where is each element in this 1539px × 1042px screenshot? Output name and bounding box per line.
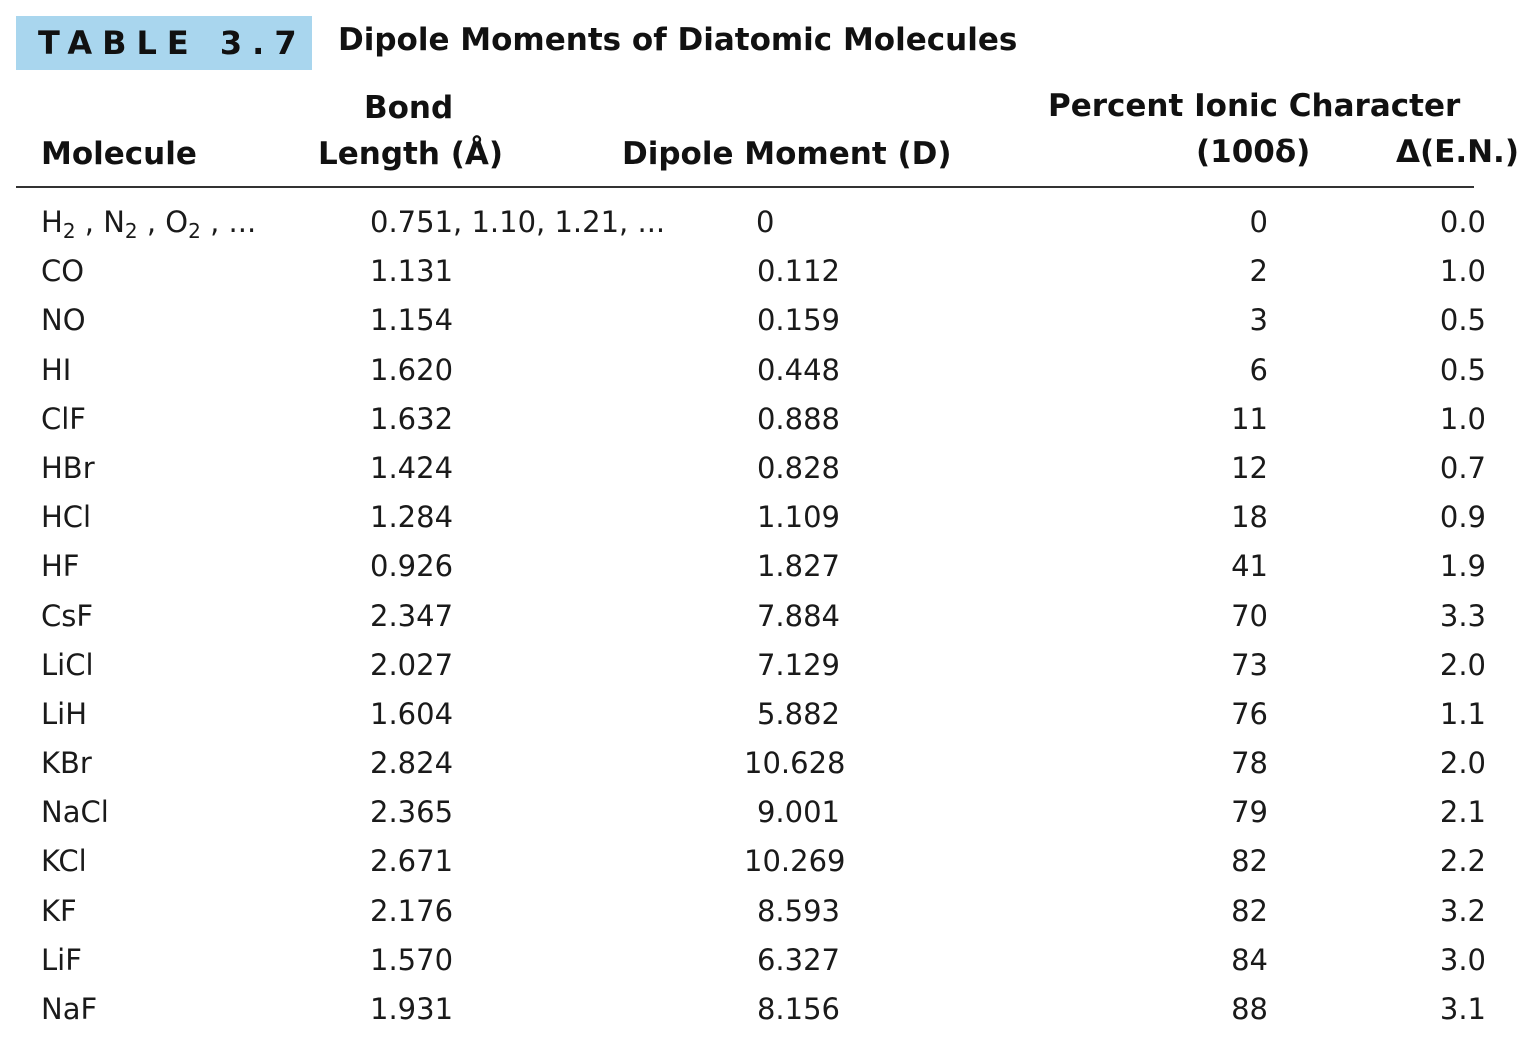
percent-ionic-cell: 70 (1231, 598, 1268, 633)
bond-length-cell: 1.632 (370, 401, 454, 436)
en-difference-cell: 3.2 (1439, 893, 1486, 928)
dipole-cell: 8.156 (756, 992, 840, 1026)
table-row (0, 936, 1539, 985)
header-en: Δ(E.N.) (1396, 134, 1520, 170)
molecule-cell: $H_2$ , $N_2$ , $O_2$ , ... (41, 205, 257, 243)
percent-ionic-cell: 84 (1231, 942, 1268, 977)
molecule-cell: LiH (41, 696, 88, 731)
en-difference-cell: 0.5 (1439, 303, 1486, 338)
dipole-cell: 5.882 (756, 696, 840, 731)
percent-ionic-cell: 0 (1249, 205, 1268, 239)
table-number: TABLE 3.7 (38, 24, 307, 62)
table-row (0, 542, 1539, 591)
bond-length-cell: 2.671 (370, 844, 454, 879)
table-row (0, 296, 1539, 345)
molecule-cell: HI (41, 352, 72, 387)
bond-length-cell: 1.154 (370, 303, 454, 338)
molecule-cell: LiCl (41, 647, 94, 682)
dipole-cell: 0.448 (756, 352, 840, 387)
en-difference-cell: 3.3 (1439, 598, 1486, 633)
en-difference-cell: 3.1 (1439, 992, 1486, 1026)
en-difference-cell: 2.0 (1439, 746, 1486, 781)
en-difference-cell: 1.9 (1439, 549, 1486, 584)
bond-length-cell: 1.284 (370, 500, 454, 535)
header-bond-line1: Bond (364, 90, 454, 126)
dipole-cell: 10.269 (744, 844, 846, 879)
en-difference-cell: 0.9 (1439, 500, 1486, 535)
bond-length-cell: 1.131 (370, 254, 454, 289)
dipole-cell: 0.159 (756, 303, 840, 338)
header-percent-line2: (100δ) (1196, 134, 1311, 170)
table-row (0, 739, 1539, 788)
table-row (0, 592, 1539, 641)
table-body (0, 198, 1539, 1034)
percent-ionic-cell: 78 (1231, 746, 1268, 781)
molecule-cell: NaF (41, 992, 98, 1026)
table-row (0, 985, 1539, 1034)
percent-ionic-cell: 11 (1231, 401, 1268, 436)
bond-length-cell: 2.176 (370, 893, 454, 928)
table-row (0, 444, 1539, 493)
header-molecule: Molecule (41, 136, 197, 172)
percent-ionic-cell: 73 (1231, 647, 1268, 682)
dipole-cell: 9.001 (756, 795, 840, 830)
en-difference-cell: 1.1 (1439, 696, 1486, 731)
dipole-cell: 0.112 (756, 254, 840, 289)
percent-ionic-cell: 6 (1249, 352, 1268, 387)
dipole-cell: 6.327 (756, 942, 840, 977)
en-difference-cell: 0.7 (1439, 450, 1486, 485)
table-row (0, 346, 1539, 395)
bond-length-cell: 0.926 (370, 549, 454, 584)
molecule-cell: CO (41, 254, 85, 289)
bond-length-cell: 1.570 (370, 942, 454, 977)
table-row (0, 690, 1539, 739)
molecule-cell: NO (41, 303, 86, 338)
molecule-cell: HF (41, 549, 80, 584)
table-row (0, 887, 1539, 936)
percent-ionic-cell: 41 (1231, 549, 1268, 584)
percent-ionic-cell: 2 (1249, 254, 1268, 289)
en-difference-cell: 1.0 (1439, 401, 1486, 436)
percent-ionic-cell: 76 (1231, 696, 1268, 731)
percent-ionic-cell: 18 (1231, 500, 1268, 535)
molecule-cell: KCl (41, 844, 87, 879)
dipole-cell: 1.109 (756, 500, 840, 535)
table-row (0, 837, 1539, 886)
table-row (0, 493, 1539, 542)
table-row (0, 198, 1539, 247)
header-dipole: Dipole Moment (D) (622, 136, 952, 172)
header-rule (16, 186, 1474, 188)
bond-length-cell: 1.931 (370, 992, 454, 1026)
dipole-cell: 7.884 (756, 598, 840, 633)
table-number-badge (16, 16, 312, 70)
percent-ionic-cell: 3 (1249, 303, 1268, 338)
percent-ionic-cell: 88 (1231, 992, 1268, 1026)
dipole-cell: 10.628 (744, 746, 846, 781)
molecule-cell: KF (41, 893, 77, 928)
molecule-cell: ClF (41, 401, 86, 436)
bond-length-cell: 2.347 (370, 598, 454, 633)
bond-length-cell: 0.751, 1.10, 1.21, ... (370, 205, 666, 239)
molecule-cell: LiF (41, 942, 82, 977)
bond-length-cell: 2.027 (370, 647, 454, 682)
en-difference-cell: 0.0 (1439, 205, 1486, 239)
bond-length-cell: 2.824 (370, 746, 454, 781)
bond-length-cell: 2.365 (370, 795, 454, 830)
en-difference-cell: 0.5 (1439, 352, 1486, 387)
dipole-cell: 0.828 (756, 450, 840, 485)
percent-ionic-cell: 12 (1231, 450, 1268, 485)
percent-ionic-cell: 79 (1231, 795, 1268, 830)
dipole-cell: 0 (756, 205, 775, 239)
header-bond-line2: Length (Å) (318, 136, 504, 172)
en-difference-cell: 2.2 (1439, 844, 1486, 879)
en-difference-cell: 2.1 (1439, 795, 1486, 830)
bond-length-cell: 1.604 (370, 696, 454, 731)
table-row (0, 641, 1539, 690)
table-row (0, 788, 1539, 837)
bond-length-cell: 1.424 (370, 450, 454, 485)
molecule-cell: HCl (41, 500, 92, 535)
dipole-cell: 1.827 (756, 549, 840, 584)
dipole-cell: 8.593 (756, 893, 840, 928)
header-percent-line1: Percent Ionic Character (1048, 88, 1461, 124)
dipole-cell: 0.888 (756, 401, 840, 436)
percent-ionic-cell: 82 (1231, 893, 1268, 928)
en-difference-cell: 2.0 (1439, 647, 1486, 682)
table-row (0, 247, 1539, 296)
en-difference-cell: 3.0 (1439, 942, 1486, 977)
table-row (0, 395, 1539, 444)
molecule-cell: KBr (41, 746, 92, 781)
percent-ionic-cell: 82 (1231, 844, 1268, 879)
bond-length-cell: 1.620 (370, 352, 454, 387)
en-difference-cell: 1.0 (1439, 254, 1486, 289)
molecule-cell: CsF (41, 598, 94, 633)
table-title: Dipole Moments of Diatomic Molecules (338, 22, 1018, 58)
molecule-cell: NaCl (41, 795, 109, 830)
molecule-cell: HBr (41, 450, 95, 485)
dipole-cell: 7.129 (756, 647, 840, 682)
